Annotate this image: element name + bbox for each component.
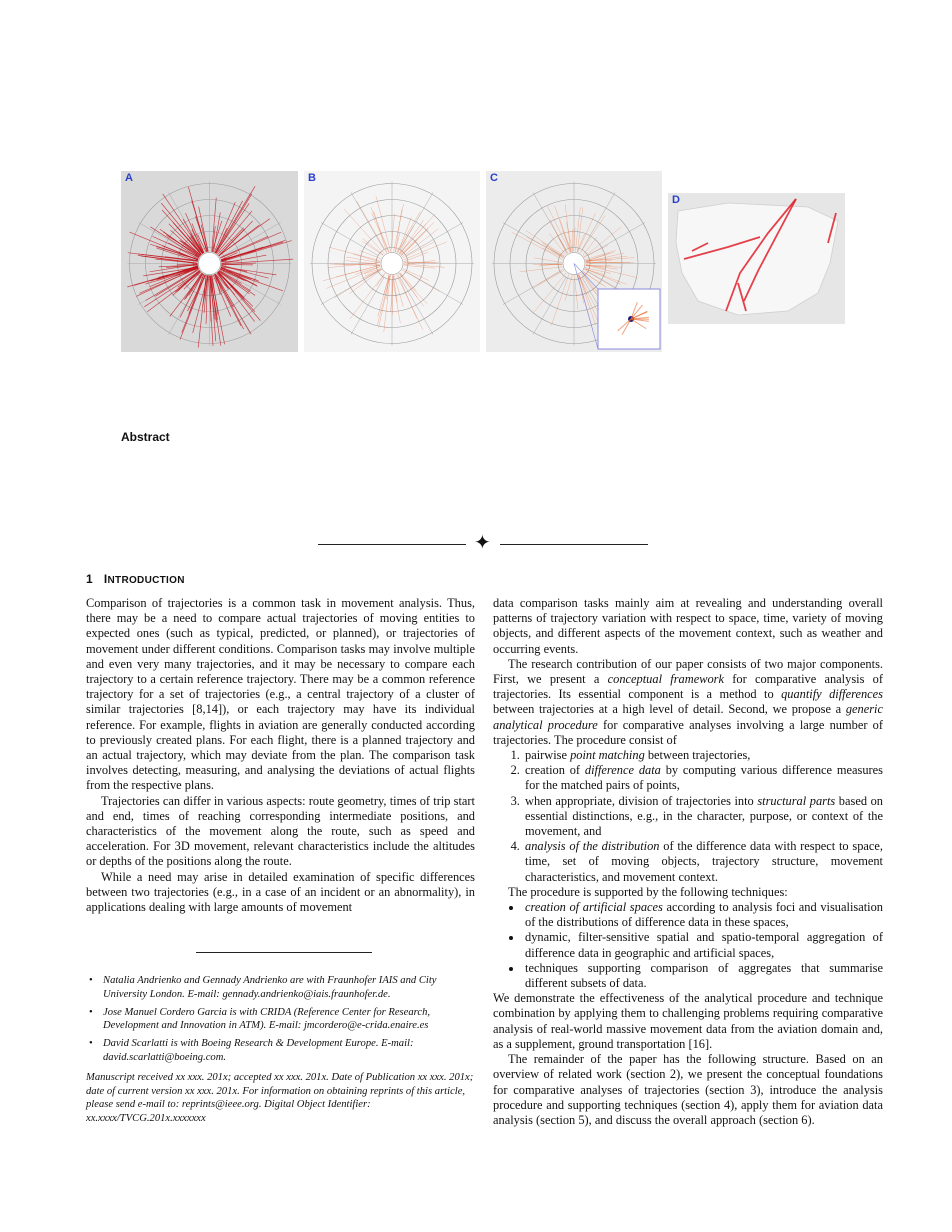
left-column — [86, 596, 475, 915]
techniques-list — [493, 900, 883, 991]
list-item — [523, 839, 883, 885]
footnote-item: • Jose Manuel Cordero Garcia is with CRIDA (Reference Center for Research, Development and Innovation in ATM). E-mail: jmcordero@e-crida.enaire.es — [103, 1006, 478, 1034]
emphasis: analysis of the distribution — [525, 839, 660, 854]
emphasis: generic analytical procedure — [493, 702, 883, 732]
paragraph: Comparison of trajectories is a common task in movement analysis. Thus, there may be a need to compare actual trajectories of moving entities to expected ones (such as typical, predicted, or planned), or trajectories of movement under different conditions. Comparison tasks may involve multiple and even very many trajectories, and it may be necessary to compare each trajectory to a certain reference trajectory. There may be a common reference trajectory for a set of trajectories (e.g., a central trajectory of a cluster of similar trajectories [8,14]), or each trajectory may have its individual reference. For example, flights in aviation are generally conducted according to previously created plans. For each flight, there is a planned trajectory and an actual trajectory, which may deviate from the plan. The comparison task involves detecting, measuring, and analysing the deviations of actual flights from the respective plans. — [86, 596, 475, 793]
paragraph: data comparison tasks mainly aim at revealing and understanding overall patterns of trajectory variation with respect to space, time, variety of moving objects, and different aspects of the movement context, such as weather and occurring events. — [493, 596, 883, 656]
divider-star-icon: ✦ — [474, 532, 491, 554]
emphasis: point matching — [570, 748, 645, 763]
list-item — [523, 794, 883, 840]
abstract-heading: Abstract — [121, 430, 170, 444]
center-hole — [381, 253, 403, 275]
emphasis: quantify differences — [781, 687, 883, 702]
list-item — [523, 900, 883, 930]
paragraph: The procedure is supported by the following techniques: — [508, 884, 788, 899]
right-column — [493, 596, 883, 1128]
panel-label-a: A — [125, 172, 133, 184]
figure-panel-a — [121, 171, 298, 352]
text-run: for comparative analyses involving a large number of trajectories. The procedure consist of — [493, 717, 883, 747]
emphasis: conceptual framework — [607, 672, 724, 687]
emphasis: creation of artificial spaces — [525, 900, 663, 915]
text-run: between trajectories at a high level of detail. Second, we propose a — [493, 702, 846, 717]
figure-panel-d — [668, 193, 845, 324]
paragraph: While a need may arise in detailed examination of specific differences between two trajectories (e.g., in a case of an incident or an abnormality), in applications dealing with large amounts of movement — [86, 869, 475, 915]
text-run: pairwise — [525, 748, 571, 763]
footnote-item: • Natalia Andrienko and Gennady Andrienko are with Fraunhofer IAIS and City University London. E-mail: gennady.andrienko@iais.fraunhofer.de. — [103, 974, 478, 1002]
panel-label-d: D — [672, 194, 680, 206]
section-title-rest: NTRODUCTION — [107, 575, 185, 586]
list-item — [523, 763, 883, 793]
footnote-item: • David Scarlatti is with Boeing Research & Development Europe. E-mail: david.scarlatti@boeing.com. — [103, 1037, 478, 1065]
text-run: The research contribution of our paper consists of two major components. First, we present a — [493, 656, 883, 687]
figure-panel-b — [304, 171, 480, 352]
panel-label-c: C — [490, 172, 498, 184]
footnote-rule — [196, 952, 372, 953]
center-hole — [199, 253, 221, 275]
section-title-first: I — [103, 572, 108, 586]
text-run: between trajectories, — [644, 748, 751, 763]
polar-density-plot-b — [304, 171, 480, 352]
text-run: based on essential distinctions, e.g., in the character, purpose, or context of the movement, and — [525, 793, 883, 839]
map-plot-d — [668, 193, 845, 324]
text-run: by computing various difference measures for the matched pairs of points, — [525, 763, 883, 793]
text-run: according to analysis foci and visualisation of the distributions of difference data in these spaces, — [525, 900, 883, 930]
emphasis: structural parts — [757, 793, 836, 808]
procedure-list — [493, 748, 883, 885]
figure-panel-c — [486, 171, 662, 352]
paragraph — [493, 657, 883, 748]
text-run: when appropriate, division of trajectories into — [525, 793, 758, 808]
section-divider — [318, 532, 650, 554]
divider-rule-right — [500, 544, 648, 545]
paragraph: The remainder of the paper has the following structure. Based on an overview of related work (section 2), we present the conceptual foundations for comparative analyses of trajectories (section 3), introduce the analysis procedure and supporting techniques (section 4), apply them for aviation data analysis (section 5), and discuss the overall approach (section 6). — [493, 1052, 883, 1127]
list-item — [523, 930, 883, 960]
footnotes — [86, 974, 478, 1126]
manuscript-note: Manuscript received xx xxx. 201x; accepted xx xxx. 201x. Date of Publication xx xxx. 201x; date of current version xx xxx. 201x. For information on obtaining reprints of this article, please send e-mail to: reprints@ieee.org. Digital Object Identifier: xx.xxxx/TVCG.201x.xxxxxxx — [86, 1071, 474, 1125]
panel-label-b: B — [308, 172, 316, 184]
text-run: of the difference data with respect to space, time, set of moving objects, trajectory structure, movement characteristics, and movement context. — [525, 839, 883, 884]
paragraph: We demonstrate the effectiveness of the analytical procedure and technique combination by applying them to challenging problems requiring comparative analysis of real-world massive movement data from the aviation domain and, as a supplement, ground transportation [16]. — [493, 991, 883, 1051]
emphasis: difference data — [584, 763, 661, 778]
text-run: creation of — [525, 763, 585, 778]
polar-trajectory-plot-a — [121, 171, 298, 352]
text-run: for comparative analysis of trajectories. Its essential component is a method to — [493, 672, 883, 702]
section-heading — [86, 572, 185, 586]
polar-density-plot-c — [486, 171, 662, 352]
list-item — [523, 748, 883, 763]
list-item — [523, 961, 883, 991]
paragraph: Trajectories can differ in various aspects: route geometry, times of trip start and end, times of reaching corresponding intermediate positions, and characteristics of the movement along the route, such as speed and acceleration. For 3D movement, relevant characteristics include the altitudes or depths of the positions along the route. — [86, 793, 475, 869]
text-run: dynamic, filter-sensitive spatial and spatio-temporal aggregation of difference data in geographic and artificial spaces, — [525, 930, 883, 960]
section-number: 1 — [86, 572, 93, 586]
divider-rule-left — [318, 544, 466, 545]
text-run: techniques supporting comparison of aggregates that summarise different subsets of data. — [525, 960, 883, 991]
